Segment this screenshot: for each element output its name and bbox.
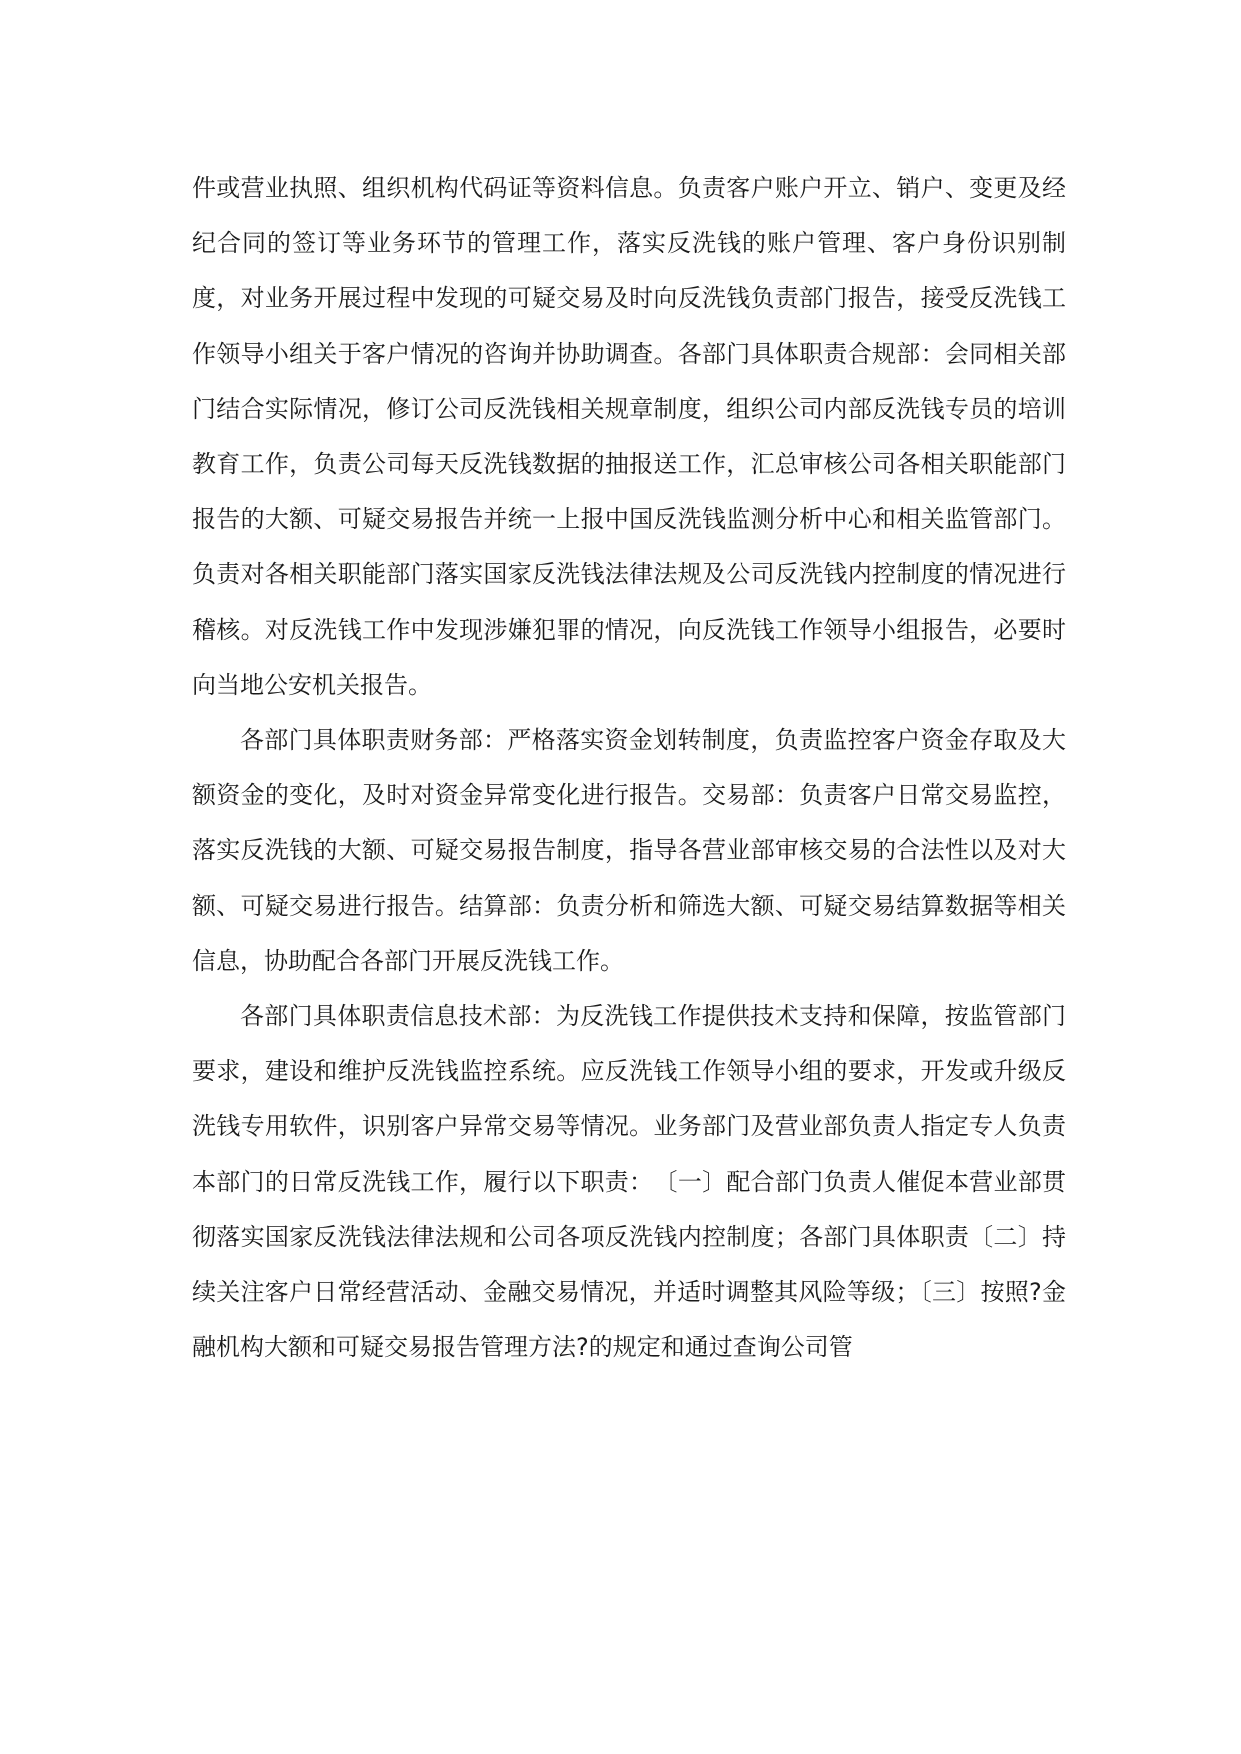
paragraph-1: 件或营业执照、组织机构代码证等资料信息。负责客户账户开立、销户、变更及经纪合同的签订等业务环节的管理工作，落实反洗钱的账户管理、客户身份识别制度，对业务开展过程中发现的可疑交易及时向反洗钱负责部门报告，接受反洗钱工作领导小组关于客户情况的咨询并协助调查。各部门具体职责合规部：会同相关部门结合实际情况，修订公司反洗钱相关规章制度，组织公司内部反洗钱专员的培训教育工作，负责公司每天反洗钱数据的抽报送工作，汇总审核公司各相关职能部门报告的大额、可疑交易报告并统一上报中国反洗钱监测分析中心和相关监管部门。负责对各相关职能部门落实国家反洗钱法律法规及公司反洗钱内控制度的情况进行稽核。对反洗钱工作中发现涉嫌犯罪的情况，向反洗钱工作领导小组报告，必要时向当地公安机关报告。 xyxy=(192,174,1066,699)
paragraph-2: 各部门具体职责财务部：严格落实资金划转制度，负责监控客户资金存取及大额资金的变化，及时对资金异常变化进行报告。交易部：负责客户日常交易监控，落实反洗钱的大额、可疑交易报告制度，指导各营业部审核交易的合法性以及对大额、可疑交易进行报告。结算部：负责分析和筛选大额、可疑交易结算数据等相关信息，协助配合各部门开展反洗钱工作。 xyxy=(192,726,1066,975)
document-body xyxy=(192,161,1066,1375)
paragraph-3: 各部门具体职责信息技术部：为反洗钱工作提供技术支持和保障，按监管部门要求，建设和维护反洗钱监控系统。应反洗钱工作领导小组的要求，开发或升级反洗钱专用软件，识别客户异常交易等情况。业务部门及营业部负责人指定专人负责本部门的日常反洗钱工作，履行以下职责： 〔一〕配合部门负责人催促本营业部贯彻落实国家反洗钱法律法规和公司各项反洗钱内控制度；各部门具体职责〔二〕持续关注客户日常经营活动、金融交易情况，并适时调整其风险等级；〔三〕按照?金融机构大额和可疑交易报告管理方法?的规定和通过查询公司管 xyxy=(192,1002,1066,1362)
